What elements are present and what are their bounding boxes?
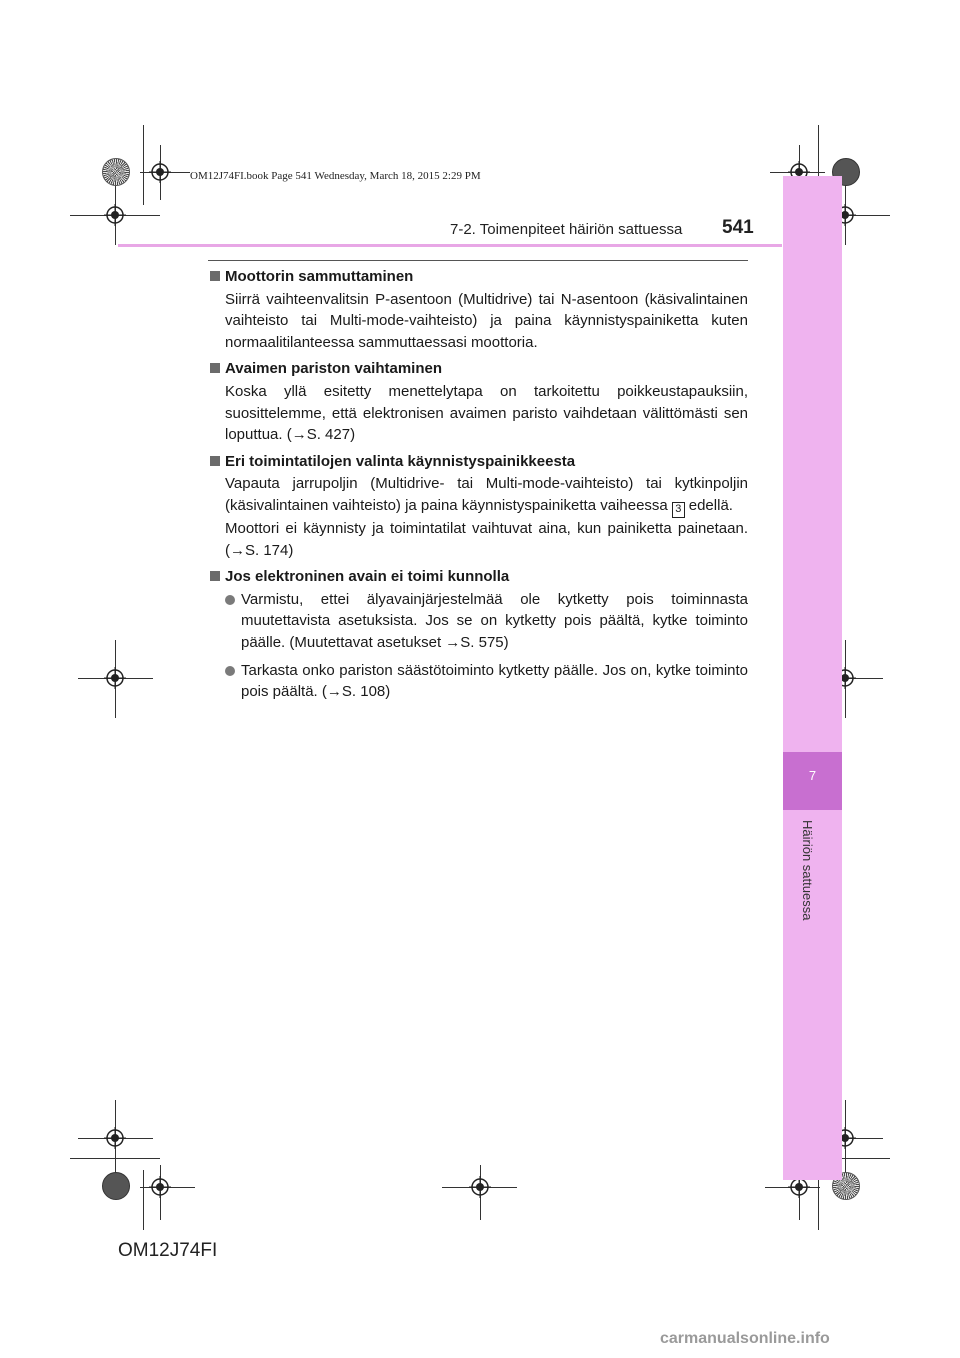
crop-line [143,125,144,205]
section-heading [208,566,748,588]
paragraph-text: Vapauta jarrupoljin (Multidrive- tai Multi-mode-vaihteisto) tai kytkinpoljin (käsivalintainen vaihteisto) ja paina käynnistyspainiketta vaiheessa [225,475,748,514]
book-info: OM12J74FI.book Page 541 Wednesday, March 18, 2015 2:29 PM [190,170,481,182]
registration-mark-icon [104,204,126,226]
page-number: 541 [722,217,754,238]
list-item [208,589,748,654]
step-number-badge: 3 [672,502,685,518]
section-paragraph [208,473,748,518]
section-heading-text: Avaimen pariston vaihtaminen [225,360,443,378]
registration-mark-icon [149,1176,171,1198]
registration-mark-icon [469,1176,491,1198]
registration-mark-icon [104,1127,126,1149]
section-engine-stop [208,266,748,353]
registration-mark-icon [104,667,126,689]
header-rule [118,244,782,247]
list-item-text: Tarkasta onko pariston säästötoiminto kytketty päälle. Jos on, kytke toiminto pois päältä. (→S. 108) [241,661,748,701]
chapter-side-label: Häiriön sattuessa [800,820,815,921]
chapter-title: 7-2. Toimenpiteet häiriön sattuessa [450,221,683,238]
manual-code: OM12J74FI [118,1240,218,1261]
section-heading-text: Moottorin sammuttaminen [225,268,414,285]
star-target-icon [102,158,130,186]
page-content [208,266,748,709]
content-rule [208,260,748,261]
section-mode-selection [208,451,748,561]
section-heading-text: Eri toimintatilojen valinta käynnistyspainikkeesta [225,452,576,470]
square-bullet-icon [210,271,220,281]
watermark: carmanualsonline.info [660,1330,830,1347]
chapter-side-tab [783,176,842,1180]
round-bullet-icon [225,595,235,605]
list-item-text: Varmistu, ettei älyavainjärjestelmää ole kytketty pois toiminnasta muutettavista asetuksista. Jos se on kytketty pois päältä, kytke toiminto päälle. (Muutettavat asetukset →S. 575) [241,590,748,651]
section-key-battery [208,358,748,445]
section-paragraph: Moottori ei käynnisty ja toimintatilat vaihtuvat aina, kun painiketta painetaan. (→S. 174) [225,519,748,559]
square-bullet-icon [210,363,220,373]
crop-line [70,1158,160,1159]
square-bullet-icon [210,456,220,466]
list-item [208,660,748,703]
section-heading [208,451,748,473]
section-key-malfunction [208,566,748,703]
section-paragraph: Siirrä vaihteenvalitsin P-asentoon (Multidrive) tai N-asentoon (käsivalintainen vaihteisto tai Multi-mode-vaihteisto) ja paina käynnistyspainiketta kuten normaalitilanteessa sammuttaessasi moottoria. [225,290,748,351]
chapter-number: 7 [808,768,817,783]
paragraph-text: edellä. [688,496,733,514]
square-bullet-icon [210,571,220,581]
crop-line [143,1170,144,1230]
round-bullet-icon [225,666,235,676]
section-paragraph: Koska yllä esitetty menettelytapa on tarkoitettu poikkeustapauksiin, suosittelemme, että elektronisen avaimen paristo vaihdetaan välittömästi sen loputtua. (→S. 427) [225,382,748,444]
section-heading [208,266,748,288]
star-target-icon [102,1172,130,1200]
section-heading [208,358,748,380]
registration-mark-icon [149,161,171,183]
section-heading-text: Jos elektroninen avain ei toimi kunnolla [225,568,510,586]
